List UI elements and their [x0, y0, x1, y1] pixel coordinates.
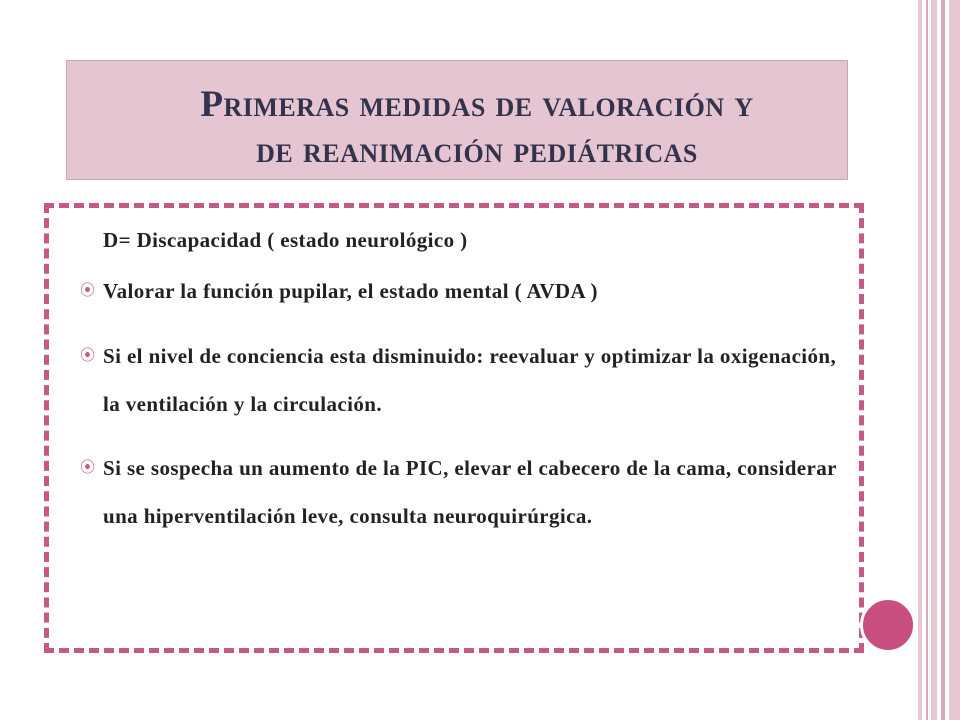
- bullet-item: [80, 276, 850, 306]
- slide-title: [66, 82, 848, 174]
- bullet-text: Si se sospecha un aumento de la PIC, elevar el cabecero de la cama, considerar una hiperventilación leve, consulta neuroquirúrgica.: [103, 456, 837, 528]
- slide-content: [80, 222, 850, 556]
- bullet-text: Si el nivel de conciencia esta disminuido: reevaluar y optimizar la oxigenación, la ventilación y la circulación.: [103, 344, 837, 416]
- decorative-stripe: [931, 0, 937, 720]
- slide-title-line-2: de reanimación pediátricas: [256, 130, 698, 171]
- bullet-text: Valorar la función pupilar, el estado mental ( AVDA ): [103, 279, 598, 303]
- decorative-stripe: [926, 0, 928, 720]
- decorative-stripe: [949, 0, 960, 720]
- decorative-circle: [860, 597, 916, 653]
- section-heading: D= Discapacidad ( estado neurológico ): [103, 228, 468, 252]
- slide-title-line-1: Primeras medidas de valoración y: [200, 84, 754, 125]
- bullet-item: [80, 332, 850, 428]
- decorative-stripe: [918, 0, 922, 720]
- bullet-icon: ⦿: [80, 460, 96, 476]
- decorative-stripe: [941, 0, 945, 720]
- bullet-item: [80, 444, 850, 540]
- bullet-icon: ⦿: [80, 348, 96, 364]
- bullet-icon: ⦿: [80, 283, 96, 299]
